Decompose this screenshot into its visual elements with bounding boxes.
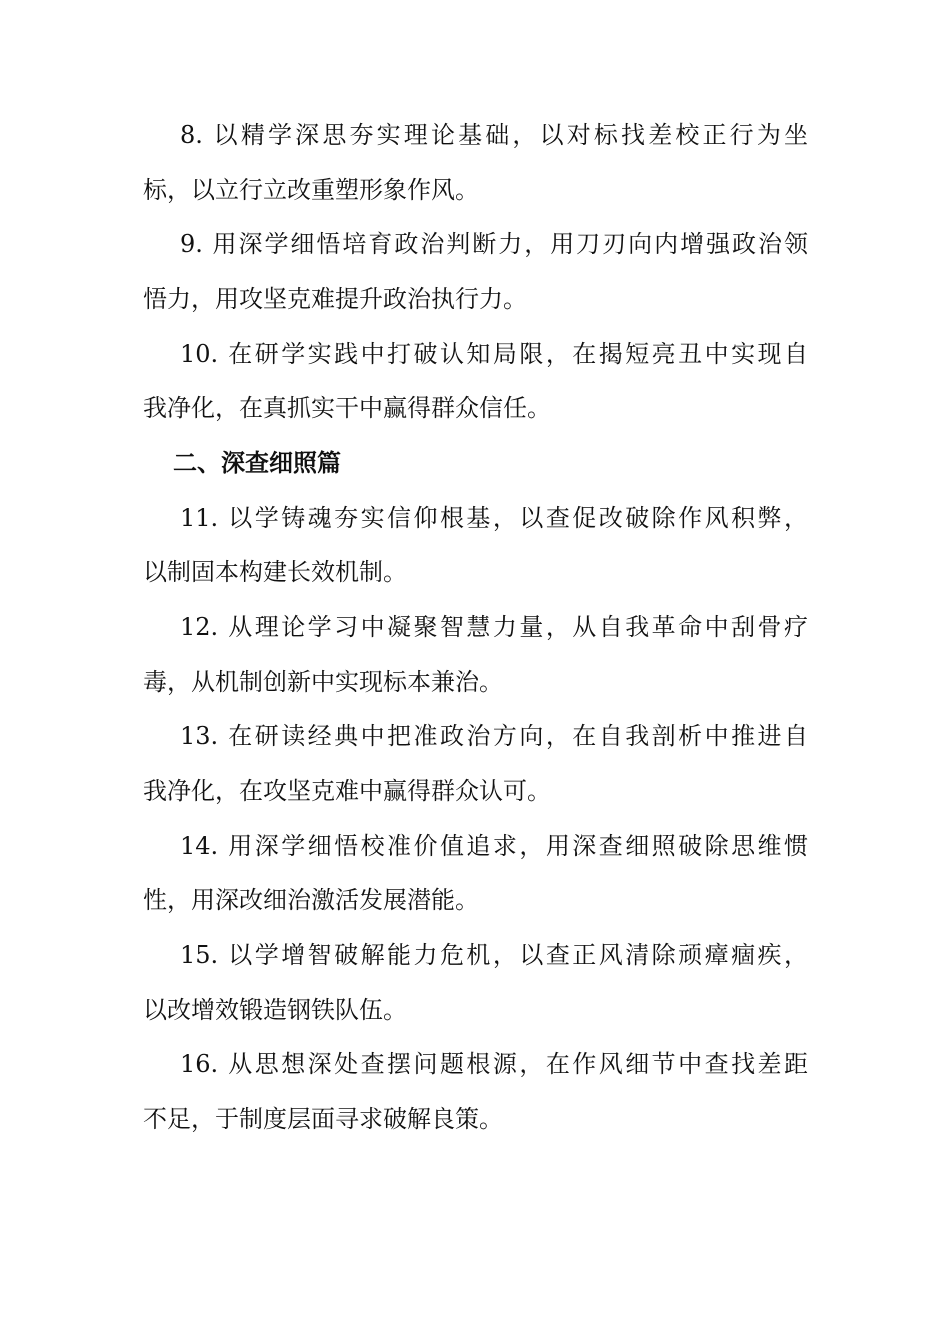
paragraph-line: 16. 从思想深处查摆问题根源，在作风细节中查找差距 [180,1050,808,1079]
document-page [143,108,808,1146]
paragraph-line: 12. 从理论学习中凝聚智慧力量，从自我革命中刮骨疗 [180,612,808,641]
paragraph-line: 我净化，在攻坚克难中赢得群众认可。 [143,776,551,805]
numbered-paragraph [143,327,808,436]
numbered-paragraph [143,1037,808,1146]
paragraph-line: 14. 用深学细悟校准价值追求，用深查细照破除思维惯 [180,831,808,860]
paragraph-line: 15. 以学增智破解能力危机，以查正风清除顽瘴痼疾， [180,940,808,969]
paragraph-line: 悟力，用攻坚克难提升政治执行力。 [143,284,527,313]
numbered-paragraph [143,928,808,1037]
section-two-items [143,491,808,1147]
paragraph-line: 以改增效锻造钢铁队伍。 [143,995,407,1024]
paragraph-line: 11. 以学铸魂夯实信仰根基，以查促改破除作风积弊， [180,503,808,532]
section-heading: 二、深查细照篇 [173,448,341,477]
numbered-paragraph [143,217,808,326]
section-one-items [143,108,808,436]
numbered-paragraph [143,709,808,818]
paragraph-line: 毒，从机制创新中实现标本兼治。 [143,667,503,696]
paragraph-line: 标，以立行立改重塑形象作风。 [143,175,479,204]
paragraph-line: 我净化，在真抓实干中赢得群众信任。 [143,394,551,423]
numbered-paragraph [143,600,808,709]
paragraph-line: 8. 以精学深思夯实理论基础，以对标找差校正行为坐 [180,121,808,149]
paragraph-line: 9. 用深学细悟培育政治判断力，用刀刃向内增强政治领 [180,230,808,259]
paragraph-line: 以制固本构建长效机制。 [143,558,407,587]
paragraph-line: 不足，于制度层面寻求破解良策。 [143,1104,503,1133]
numbered-paragraph [143,819,808,928]
paragraph-line: 10. 在研学实践中打破认知局限，在揭短亮丑中实现自 [180,339,808,368]
paragraph-line: 性，用深改细治激活发展潜能。 [143,886,479,915]
paragraph-line: 13. 在研读经典中把准政治方向，在自我剖析中推进自 [180,722,808,751]
numbered-paragraph [143,108,808,217]
numbered-paragraph [143,491,808,600]
